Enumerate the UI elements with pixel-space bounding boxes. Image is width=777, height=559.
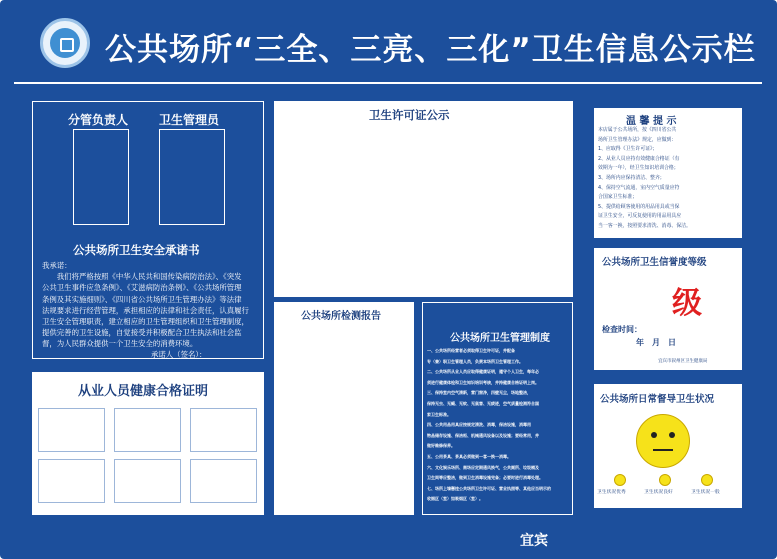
inspection-title: 公共场所检测报告 [301,311,381,322]
cert-slot [38,459,105,503]
system-line: 二、公共场所从业人员应取得健康证明，遵守个人卫生，每年必 [427,369,539,375]
footer-text: 宜宾 [520,533,548,549]
daily-panel [594,384,742,508]
supervisor-photo-box [73,129,129,225]
issuer-text: 宜宾市叙州区卫生健康局 [658,359,708,364]
cert-slot [114,459,181,503]
neutral-face-icon [636,414,690,468]
reminder-line: 5、提供给顾客使用的用品用具或当保 [598,203,680,210]
reminder-line: 1、应取得《卫生许可证》； [598,146,658,153]
system-panel [422,302,573,515]
supervisor-label: 分管负责人 [68,113,129,127]
health-cert-panel [32,372,264,515]
signer-label: 承诺人（签名）： [151,350,207,359]
system-text [427,346,570,505]
system-line: 须进行健康体检和卫生知识培训考核，并持健康合格证明上岗。 [427,379,539,385]
system-line: 卫生间等应整洁，做到卫生消毒设施完备；必要时进行消毒处理。 [427,475,543,481]
frown-face-icon [701,474,713,486]
system-title: 公共场所卫生管理制度 [450,333,550,344]
credit-title: 公共场所卫生信誉度等级 [602,257,707,268]
manager-label: 卫生管理员 [159,113,220,127]
inspection-panel [274,302,414,515]
reminder-line: 4、保持空气流通，室内空气质量应符 [598,184,680,191]
reminder-line: 本店属于公共场所，按《四川省公共 [598,127,677,133]
reminder-line: 证卫生安全，可反复使用的用品用具应 [598,213,682,220]
page-title: 公共场所“三全、三亮、三化”卫生信息公示栏 [105,32,756,68]
legend-average: 卫生状况一般 [691,490,720,495]
face-eye [669,432,675,438]
reminder-title: 温 馨 提 示 [626,116,677,127]
daily-title: 公共场所日常督导卫生状况 [600,394,715,405]
emblem-glyph [60,38,74,52]
credit-panel [594,248,742,370]
inspect-time-label: 检查时间： [602,325,642,334]
grade-text: 级 [672,286,702,321]
smile-face-icon [614,474,626,486]
reminder-line: 3、场所内应保持清洁、整齐； [598,174,665,181]
system-line: 做好维修保养。 [427,443,455,449]
reminder-panel [594,108,742,238]
cert-slot [38,408,105,452]
cert-slot [114,408,181,452]
pledge-line: 提供完善的卫生设施，自觉接受并积极配合卫生执法和社会监 [42,328,242,338]
pledge-line: 我们将严格按照《中华人民共和国传染病防治法》、《突发 [42,272,242,282]
reminder-line: 合国家卫生标准； [598,194,638,201]
pledge-line: 我承诺： [42,261,72,270]
face-eye [651,432,657,438]
reminder-text [598,126,740,232]
pledge-line: 公共卫生事件应急条例》、《艾滋病防治条例》、《公共场所管理 [42,283,242,293]
pledge-line: 条例及其实施细则》、《四川省公共场所卫生管理办法》等法律 [42,294,242,304]
system-line: 三、保持室内空气清新，营门窗净，四壁无尘，场地整洁， [427,390,531,396]
header-divider [14,82,762,84]
system-line: 家卫生标准。 [427,411,451,417]
license-title: 卫生许可证公示 [369,108,450,122]
system-line: 专（兼）职卫生管理人员，负责本场所卫生管理工作。 [427,358,523,364]
license-panel [274,101,573,297]
face-mouth [653,449,673,451]
pledge-panel [32,101,264,359]
pledge-line: 督，为人民群众提供一个卫生安全的消费环境。 [42,339,198,349]
pledge-line: 法规要求进行经营管理，承担相应的法律和社会责任，认真履行 [42,305,249,315]
health-cert-title: 从业人员健康合格证明 [78,384,209,399]
cert-slot [190,408,257,452]
health-emblem-logo [40,18,90,68]
system-line: 物品储存设施、保洁柜、机械通风设备以及设施；要经常用，并 [427,432,539,438]
cert-slot [190,459,257,503]
system-line: 四、公共用品用具应按规定清洗、消毒，保洁设施，消毒用 [427,422,531,428]
pledge-text [42,260,260,350]
system-line: 六、文化娱乐场所、商场应定期通风换气，公共厕所、垃圾桶及 [427,464,539,470]
reminder-line: 效期为一年），经卫生知识培训合格； [598,165,679,172]
reminder-line: 2、从业人员应持有效健康合格证（有 [598,155,680,162]
pledge-title: 公共场所卫生安全承诺书 [73,243,200,257]
system-line: 五、公用茶具、茶具必须做到一客一换一消毒。 [427,453,511,459]
manager-photo-box [159,129,225,225]
reminder-line: 场所卫生管理办法》规定，应做到： [598,136,677,143]
system-line: 保持无虫、无蝇、无蚊、无鼠害、无痰迹，空气质量检测符合国 [427,400,539,406]
legend-good: 卫生状况良好 [644,490,673,495]
system-line: 七、场所上墙懸挂公共场所卫生许可证、营业执照等、其他应当明示的 [427,485,551,491]
pledge-line: 卫生安全管理职责，建立相应的卫生管理组织和卫生管理制度， [42,317,249,327]
inspect-date: 年 月 日 [636,338,676,347]
reminder-line: 当一客一换，按照要求清洗、消毒、保洁。 [598,222,691,229]
emblem-center [50,28,80,58]
legend-excellent: 卫生状况优秀 [597,490,626,495]
neutral-face-icon [659,474,671,486]
system-line: 一、公共场所经营者必须取得卫生许可证，并配备 [427,348,515,353]
system-line: 收据区（室）如吸烟区（室）。 [427,496,483,502]
